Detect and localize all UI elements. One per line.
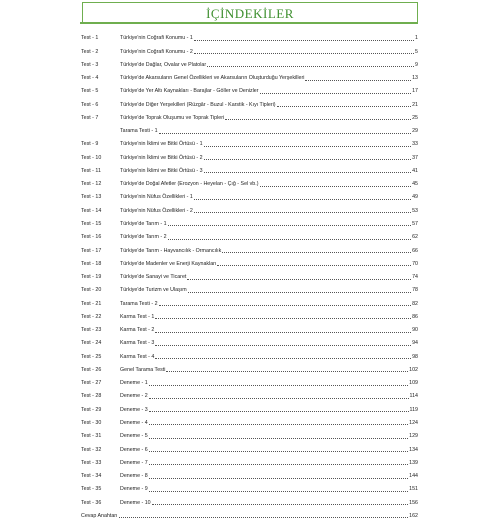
toc-section-title: Türkiye'nin Nüfus Özellikleri - 1 [120, 194, 193, 201]
toc-section-title: Türkiye'nin Coğrafi Konumu - 1 [120, 35, 193, 42]
toc-test-code: Test - 34 [81, 473, 102, 480]
toc-test-code: Test - 22 [81, 313, 102, 320]
toc-page-number: 156 [409, 499, 418, 506]
toc-dot-leader [204, 145, 412, 147]
toc-row [81, 281, 418, 294]
toc-section-title: Türkiye'de Tarım - 1 [120, 220, 167, 227]
toc-dot-leader [260, 92, 412, 94]
toc-page-number: 102 [409, 366, 418, 373]
toc-row [81, 188, 418, 201]
toc-dot-leader [155, 317, 411, 319]
toc-test-code: Test - 18 [81, 260, 102, 267]
toc-section-title: Deneme - 4 [120, 419, 148, 426]
toc-dot-leader [166, 370, 408, 372]
toc-section-title: Deneme - 1 [120, 380, 148, 387]
toc-dot-leader [119, 516, 409, 518]
toc-row [81, 374, 418, 387]
toc-dot-leader [194, 52, 414, 54]
toc-row [81, 268, 418, 281]
toc-dot-leader [159, 304, 412, 306]
toc-row [81, 308, 418, 321]
toc-section-title: Deneme - 6 [120, 446, 148, 453]
toc-page-number: 144 [409, 473, 418, 480]
toc-test-code: Test - 30 [81, 419, 102, 426]
toc-section-title: Karma Test - 4 [120, 353, 155, 360]
toc-row [81, 347, 418, 360]
page-title: İÇİNDEKİLER [206, 6, 294, 21]
title-rule [80, 22, 418, 24]
toc-list [81, 29, 418, 520]
toc-page-number: 53 [412, 207, 418, 214]
toc-dot-leader [149, 450, 408, 452]
toc-test-code: Test - 5 [81, 88, 99, 95]
toc-test-code: Test - 35 [81, 486, 102, 493]
toc-page-number: 162 [409, 512, 418, 519]
toc-section-title: Türkiye'de Toprak Oluşumu ve Toprak Tipleri [120, 114, 225, 121]
toc-section-title: Deneme - 9 [120, 486, 148, 493]
toc-dot-leader [194, 39, 414, 41]
toc-row [81, 82, 418, 95]
toc-test-code: Test - 21 [81, 300, 102, 307]
toc-page-number: 151 [409, 486, 418, 493]
toc-row [81, 122, 418, 135]
toc-page-number: 94 [412, 340, 418, 347]
toc-dot-leader [222, 251, 411, 253]
toc-section-title: Karma Test - 3 [120, 340, 155, 347]
toc-section-title: Türkiye'nin İklimi ve Bitki Örtüsü - 1 [120, 141, 203, 148]
toc-section-title: Türkiye'nin İklimi ve Bitki Örtüsü - 3 [120, 167, 203, 174]
toc-section-title: Türkiye'nin İklimi ve Bitki Örtüsü - 2 [120, 154, 203, 161]
toc-section-title: Türkiye'nin Nüfus Özellikleri - 2 [120, 207, 193, 214]
toc-page-number: 78 [412, 287, 418, 294]
toc-row [81, 162, 418, 175]
toc-test-code: Test - 17 [81, 247, 102, 254]
toc-test-code: Test - 2 [81, 48, 99, 55]
toc-dot-leader [207, 65, 414, 67]
toc-dot-leader [149, 423, 408, 425]
toc-test-code: Test - 13 [81, 194, 102, 201]
toc-test-code: Test - 1 [81, 35, 99, 42]
toc-row [81, 467, 418, 480]
toc-section-title: Karma Test - 1 [120, 313, 155, 320]
toc-dot-leader [149, 437, 408, 439]
toc-test-code: Test - 3 [81, 61, 99, 68]
toc-section-title: Türkiye'de Dağlar, Ovalar ve Platolar [120, 61, 207, 68]
toc-test-code: Test - 16 [81, 234, 102, 241]
toc-test-code: Test - 28 [81, 393, 102, 400]
toc-dot-leader [225, 118, 411, 120]
toc-dot-leader [187, 278, 411, 280]
toc-row [81, 334, 418, 347]
toc-test-code: Test - 31 [81, 433, 102, 440]
toc-test-code: Test - 26 [81, 366, 102, 373]
toc-dot-leader [305, 79, 411, 81]
toc-row [81, 56, 418, 69]
toc-page-number: 114 [409, 393, 418, 400]
toc-page-number: 66 [412, 247, 418, 254]
toc-page-number: 29 [412, 128, 418, 135]
toc-dot-leader [149, 410, 409, 412]
toc-test-code: Test - 29 [81, 406, 102, 413]
toc-dot-leader [149, 384, 408, 386]
toc-section-title: Deneme - 2 [120, 393, 148, 400]
toc-dot-leader [188, 291, 411, 293]
toc-row [81, 135, 418, 148]
toc-test-code: Test - 7 [81, 114, 99, 121]
toc-page-number: 17 [412, 88, 418, 95]
toc-page-number: 70 [412, 260, 418, 267]
toc-dot-leader [168, 238, 412, 240]
toc-page-number: 139 [409, 459, 418, 466]
toc-section-title: Türkiye'de Tarım - 2 [120, 234, 167, 241]
toc-page-number: 9 [415, 61, 418, 68]
toc-page-number: 41 [412, 167, 418, 174]
toc-dot-leader [155, 331, 411, 333]
toc-test-code: Test - 11 [81, 167, 101, 174]
toc-dot-leader [149, 397, 409, 399]
toc-dot-leader [194, 211, 411, 213]
toc-page-number: 129 [409, 433, 418, 440]
toc-section-title: Genel Tarama Testi [120, 366, 166, 373]
toc-dot-leader [168, 224, 412, 226]
toc-test-code: Cevap Anahtarı [81, 512, 118, 519]
toc-section-title: Türkiye'nin Coğrafi Konumu - 2 [120, 48, 193, 55]
toc-section-title: Türkiye'de Akarsuların Genel Özellikleri ve Akarsuların Oluşturduğu Yerşekilleri [120, 75, 305, 82]
toc-test-code: Test - 15 [81, 220, 102, 227]
toc-test-code: Test - 12 [81, 181, 102, 188]
toc-row [81, 440, 418, 453]
toc-dot-leader [277, 105, 412, 107]
toc-page-number: 62 [412, 234, 418, 241]
toc-section-title: Deneme - 5 [120, 433, 148, 440]
toc-page-number: 98 [412, 353, 418, 360]
toc-section-title: Deneme - 10 [120, 499, 151, 506]
toc-page-number: 109 [409, 380, 418, 387]
toc-page-number: 45 [412, 181, 418, 188]
toc-section-title: Türkiye'de Doğal Afetler (Erozyon - Heyelan - Çığ - Sel vb.) [120, 181, 259, 188]
toc-page-number: 1 [415, 35, 418, 42]
toc-test-code: Test - 23 [81, 327, 102, 334]
toc-page-number: 82 [412, 300, 418, 307]
toc-section-title: Türkiye'de Turizm ve Ulaşım [120, 287, 187, 294]
toc-row [81, 109, 418, 122]
toc-section-title: Tarama Testi - 2 [120, 300, 158, 307]
toc-test-code: Test - 10 [81, 154, 102, 161]
toc-dot-leader [152, 503, 409, 505]
toc-row [81, 69, 418, 82]
toc-test-code: Test - 27 [81, 380, 102, 387]
toc-dot-leader [149, 490, 408, 492]
toc-page-number: 5 [415, 48, 418, 55]
toc-row [81, 507, 418, 520]
toc-section-title: Deneme - 7 [120, 459, 148, 466]
toc-test-code: Test - 9 [81, 141, 99, 148]
toc-page-number: 57 [412, 220, 418, 227]
toc-test-code: Test - 19 [81, 274, 102, 281]
toc-test-code: Test - 33 [81, 459, 102, 466]
toc-section-title: Karma Test - 2 [120, 327, 155, 334]
toc-test-code: Test - 20 [81, 287, 102, 294]
toc-test-code: Test - 6 [81, 101, 99, 108]
toc-section-title: Türkiye'de Sanayi ve Ticaret [120, 274, 187, 281]
toc-test-code: Test - 32 [81, 446, 102, 453]
toc-dot-leader [260, 185, 412, 187]
toc-section-title: Türkiye'de Yer Altı Kaynakları - Barajlar - Göller ve Denizler [120, 88, 259, 95]
toc-row [81, 201, 418, 214]
toc-row [81, 228, 418, 241]
toc-page-number: 21 [412, 101, 418, 108]
toc-row [81, 454, 418, 467]
toc-row [81, 95, 418, 108]
toc-page-number: 74 [412, 274, 418, 281]
toc-row [81, 42, 418, 55]
toc-row [81, 414, 418, 427]
toc-dot-leader [194, 198, 411, 200]
toc-row [81, 427, 418, 440]
toc-row [81, 361, 418, 374]
toc-row [81, 148, 418, 161]
toc-page-number: 37 [412, 154, 418, 161]
toc-page-number: 13 [412, 75, 418, 82]
toc-dot-leader [149, 477, 408, 479]
toc-page-number: 90 [412, 327, 418, 334]
toc-page-number: 124 [409, 419, 418, 426]
toc-page-number: 86 [412, 313, 418, 320]
toc-dot-leader [155, 344, 411, 346]
toc-row [81, 294, 418, 307]
toc-section-title: Deneme - 3 [120, 406, 148, 413]
toc-section-title: Türkiye'de Madenler ve Enerji Kaynakları [120, 260, 217, 267]
toc-section-title: Deneme - 8 [120, 473, 148, 480]
toc-page-number: 49 [412, 194, 418, 201]
toc-dot-leader [204, 171, 412, 173]
toc-dot-leader [159, 132, 412, 134]
toc-test-code: Test - 14 [81, 207, 102, 214]
toc-page-number: 119 [409, 406, 418, 413]
toc-test-code: Test - 25 [81, 353, 102, 360]
toc-page-number: 33 [412, 141, 418, 148]
toc-page-number: 134 [409, 446, 418, 453]
toc-page-number: 25 [412, 114, 418, 121]
toc-row [81, 29, 418, 42]
toc-row [81, 387, 418, 400]
toc-test-code: Test - 24 [81, 340, 102, 347]
toc-row [81, 480, 418, 493]
toc-test-code: Test - 36 [81, 499, 102, 506]
toc-dot-leader [204, 158, 412, 160]
toc-section-title: Tarama Testi - 1 [120, 128, 158, 135]
toc-row [81, 321, 418, 334]
toc-row [81, 255, 418, 268]
toc-test-code: Test - 4 [81, 75, 99, 82]
toc-row [81, 241, 418, 254]
toc-dot-leader [155, 357, 411, 359]
toc-row [81, 175, 418, 188]
toc-row [81, 215, 418, 228]
toc-section-title: Türkiye'de Tarım - Hayvancılık - Ormancılık [120, 247, 222, 254]
toc-section-title: Türkiye'de Diğer Yerşekilleri (Rüzgâr - Buzul - Karstik - Kıyı Tipleri) [120, 101, 276, 108]
toc-dot-leader [149, 463, 408, 465]
toc-row [81, 400, 418, 413]
toc-dot-leader [217, 264, 411, 266]
